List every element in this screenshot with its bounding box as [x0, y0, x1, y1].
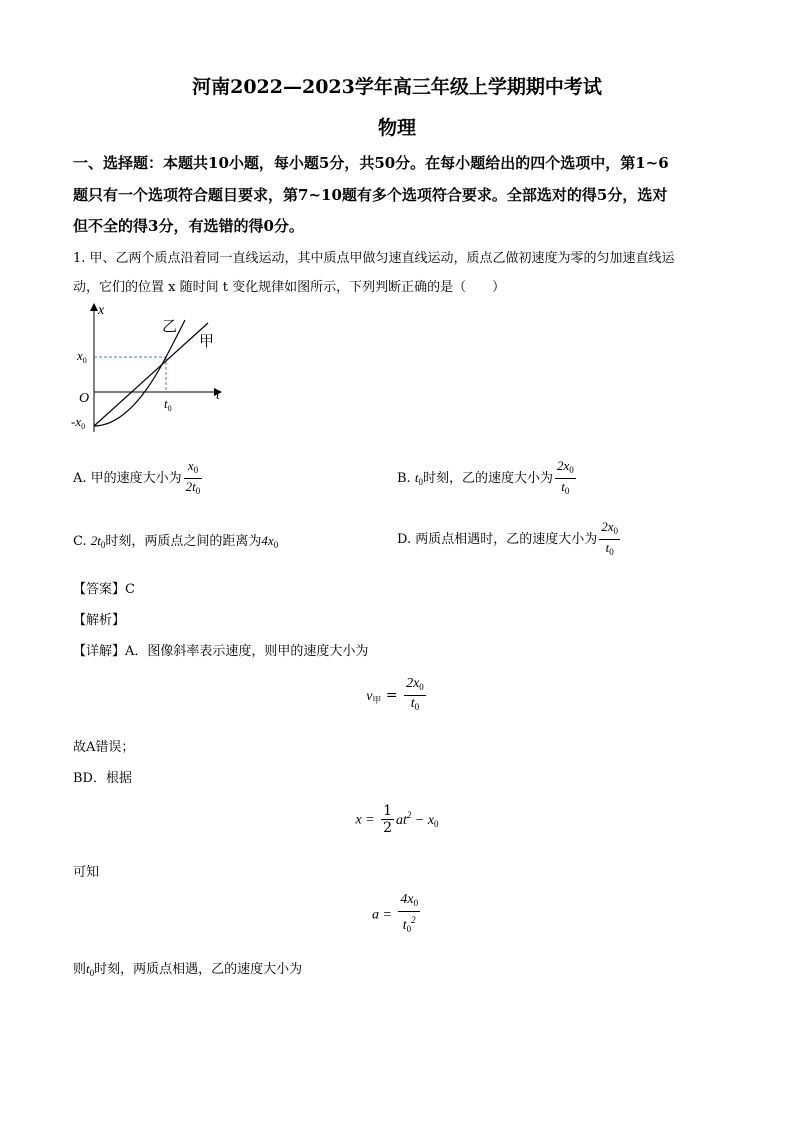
line-jia	[94, 323, 208, 426]
neg-x0-label: $-x_0$	[71, 414, 86, 431]
t0-label: $t_0$	[164, 396, 172, 413]
answer-label: 【答案】	[73, 582, 126, 597]
option-d: D. 两质点相遇时，乙的速度大小为 $\frac{2x_0}{t_0}$	[397, 519, 619, 557]
page-title: 河南2022—2023学年高三年级上学期期中考试	[192, 76, 602, 98]
bd-line: BD．根据	[73, 771, 132, 786]
answer-value: C	[125, 582, 135, 597]
section-instruction-line2: 题只有一个选项符合题目要求，第7~10题有多个选项符合要求。全部选对的得5分，选对	[73, 186, 668, 204]
equation-3: a = $\frac{4x_0}{t_0^2}$	[371, 892, 419, 934]
position-time-graph	[65, 298, 235, 438]
equation-2: x = $\frac{1}{2}$ $at^2 - x_0$	[355, 803, 439, 836]
y-axis-label: x	[98, 303, 105, 318]
answer-line	[73, 578, 135, 597]
x-axis-label: t	[216, 388, 220, 403]
section-instruction-line3: 但不全的得3分，有选错的得0分。	[73, 217, 304, 235]
know-line: 可知	[73, 865, 100, 880]
option-b: B. $t_0$时刻，乙的速度大小为 $\frac{2x_0}{t_0}$	[397, 458, 574, 496]
last-line: 则$t_0$时刻，两质点相遇，乙的速度大小为	[73, 961, 303, 978]
section-instruction-line1: 一、选择题：本题共10小题，每小题5分，共50分。在每小题给出的四个选项中，第1~6	[73, 154, 669, 172]
curve-yi-label: 乙	[162, 319, 178, 335]
conclusion-a: 故A错误；	[73, 740, 135, 755]
origin-label: O	[79, 391, 90, 406]
analysis-label: 【解析】	[73, 613, 126, 628]
question-stem-line1: 1. 甲、乙两个质点沿着同一直线运动，其中质点甲做匀速直线运动，质点乙做初速度为零的匀加速直线运	[73, 251, 675, 266]
x0-label: $x_0$	[77, 348, 87, 365]
detail-line1: 【详解】A．图像斜率表示速度，则甲的速度大小为	[73, 644, 369, 659]
equation-1: $v_甲$ = $\frac{2x_0}{t_0}$	[366, 676, 424, 712]
subject-title: 物理	[377, 117, 416, 139]
option-a: A. 甲的速度大小为 $\frac{x_0}{2t_0}$	[73, 458, 201, 496]
option-c: C. $2t_0$时刻，两质点之间的距离为$4x_0$	[73, 533, 279, 550]
question-stem-line2: 动，它们的位置 x 随时间 t 变化规律如图所示，下列判断正确的是（ ）	[73, 280, 506, 295]
line-jia-label: 甲	[199, 334, 215, 350]
